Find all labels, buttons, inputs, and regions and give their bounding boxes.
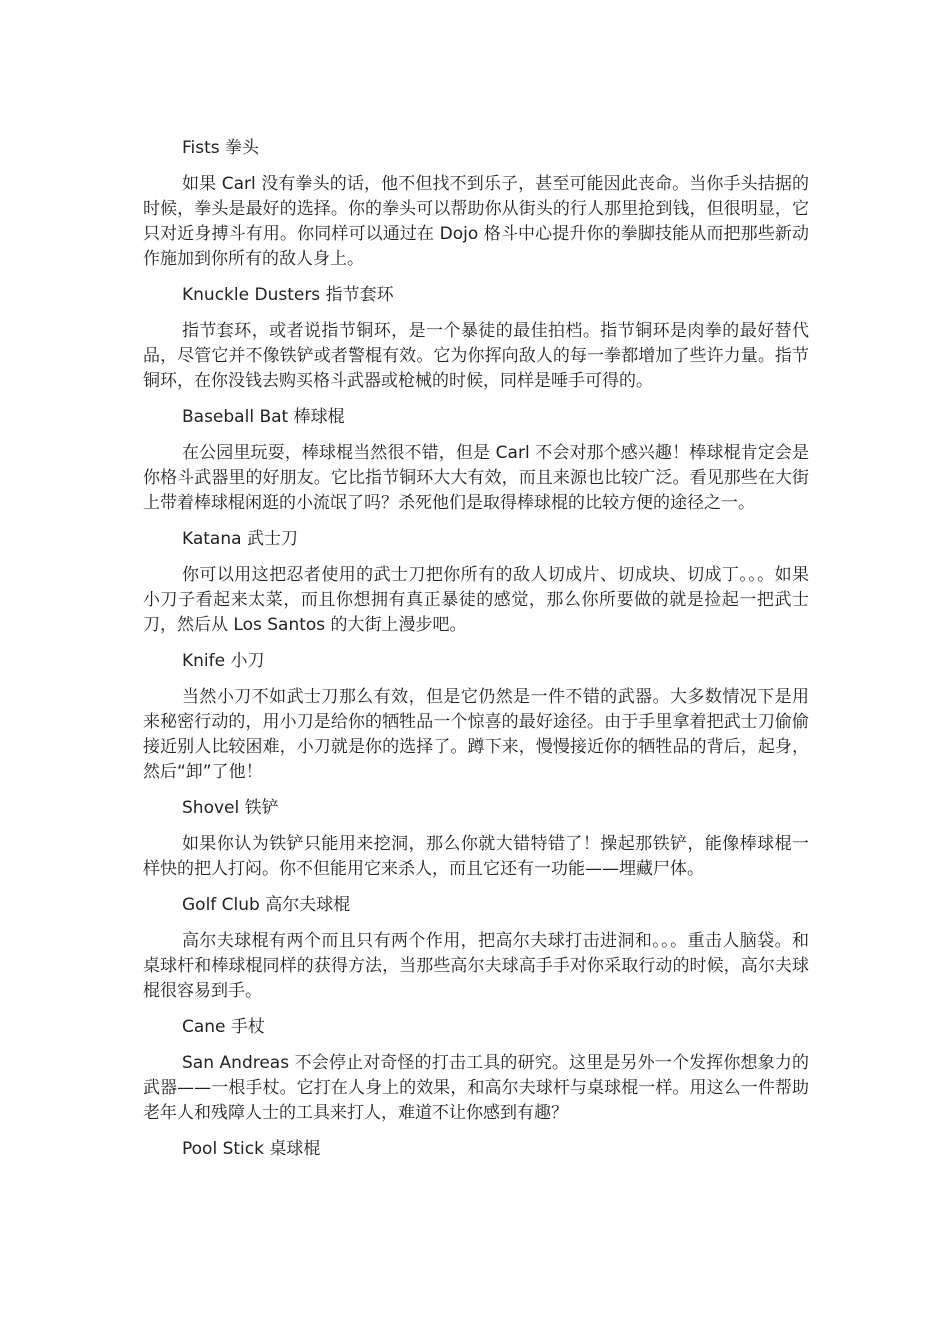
section-body-golf-club: 高尔夫球棍有两个而且只有两个作用，把高尔夫球打击进洞和。。。重击人脑袋。和桌球杆和棒球棍同样的获得方法，当那些高尔夫球高手手对你采取行动的时候，高尔夫球棍很容易到手。 [143, 931, 809, 1001]
section-body-shovel: 如果你认为铁铲只能用来挖洞，那么你就大错特错了！操起那铁铲，能像棒球棍一样快的把人打闷。你不但能用它来杀人，而且它还有一功能——埋藏尸体。 [143, 834, 809, 879]
section-heading-knife: Knife 小刀 [182, 651, 265, 671]
document-content [143, 136, 809, 1173]
section-body-knuckle-dusters: 指节套环，或者说指节铜环，是一个暴徒的最佳拍档。指节铜环是肉拳的最好替代品，尽管它并不像铁铲或者警棍有效。它为你挥向敌人的每一拳都增加了些许力量。指节铜环，在你没钱去购买格斗武器或枪械的时候，同样是唾手可得的。 [143, 321, 809, 391]
section-heading-golf-club: Golf Club 高尔夫球棍 [182, 895, 351, 915]
section-body-cane: San Andreas 不会停止对奇怪的打击工具的研究。这里是另外一个发挥你想象力的武器——一根手杖。它打在人身上的效果，和高尔夫球杆与桌球棍一样。用这么一件帮助老年人和残障人士的工具来打人，难道不让你感到有趣？ [143, 1053, 809, 1123]
section-body-knife: 当然小刀不如武士刀那么有效，但是它仍然是一件不错的武器。大多数情况下是用来秘密行动的，用小刀是给你的牺牲品一个惊喜的最好途径。由于手里拿着把武士刀偷偷接近别人比较困难，小刀就是你的选择了。蹲下来，慢慢接近你的牺牲品的背后，起身，然后“卸”了他！ [143, 687, 809, 782]
section-heading-baseball-bat: Baseball Bat 棒球棍 [182, 407, 345, 427]
section-body-fists: 如果 Carl 没有拳头的话，他不但找不到乐子，甚至可能因此丧命。当你手头拮据的时候，拳头是最好的选择。你的拳头可以帮助你从街头的行人那里抢到钱，但很明显，它只对近身搏斗有用。你同样可以通过在 Dojo 格斗中心提升你的拳脚技能从而把那些新动作施加到你所有的敌人身上。 [143, 174, 809, 269]
section-body-baseball-bat: 在公园里玩耍，棒球棍当然很不错，但是 Carl 不会对那个感兴趣！棒球棍肯定会是你格斗武器里的好朋友。它比指节铜环大大有效，而且来源也比较广泛。看见那些在大街上带着棒球棍闲逛的小流氓了吗？杀死他们是取得棒球棍的比较方便的途径之一。 [143, 443, 809, 513]
section-heading-cane: Cane 手杖 [182, 1017, 265, 1037]
section-heading-katana: Katana 武士刀 [182, 529, 298, 549]
section-heading-fists: Fists 拳头 [182, 138, 260, 158]
section-heading-pool-stick: Pool Stick 桌球棍 [182, 1139, 321, 1159]
section-body-katana: 你可以用这把忍者使用的武士刀把你所有的敌人切成片、切成块、切成丁。。。如果小刀子看起来太菜，而且你想拥有真正暴徒的感觉，那么你所要做的就是捡起一把武士刀，然后从 Los Santos 的大街上漫步吧。 [143, 565, 809, 635]
section-heading-shovel: Shovel 铁铲 [182, 798, 279, 818]
section-heading-knuckle-dusters: Knuckle Dusters 指节套环 [182, 285, 394, 305]
